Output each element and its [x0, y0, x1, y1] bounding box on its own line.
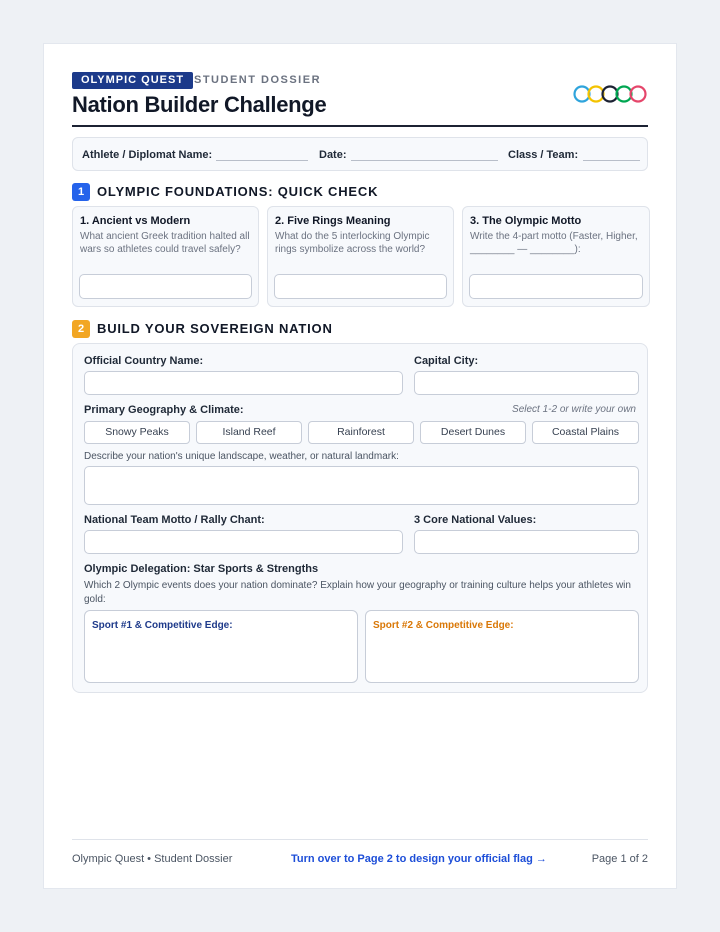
motto-label: National Team Motto / Rally Chant:	[84, 514, 265, 526]
page-title: Nation Builder Challenge	[72, 92, 327, 117]
doc-kicker: STUDENT DOSSIER	[194, 74, 322, 86]
sport-1-label: Sport #1 & Competitive Edge:	[92, 620, 233, 631]
nation-builder-panel	[72, 343, 648, 693]
geography-label: Primary Geography & Climate:	[84, 404, 244, 416]
geography-option[interactable]: Coastal Plains	[532, 421, 639, 444]
worksheet-page	[43, 43, 677, 889]
card-title: 1. Ancient vs Modern	[80, 215, 191, 227]
geography-option[interactable]: Rainforest	[308, 421, 414, 444]
olympic-rings-icon	[572, 84, 648, 104]
class-label: Class / Team:	[508, 149, 579, 161]
capital-city-field[interactable]	[414, 371, 639, 395]
worksheet-header	[72, 72, 648, 127]
sport-1-box[interactable]	[84, 610, 358, 683]
answer-box[interactable]	[469, 274, 643, 299]
date-label: Date:	[319, 149, 347, 161]
quick-check-card	[267, 206, 454, 307]
answer-box[interactable]	[274, 274, 447, 299]
motto-field[interactable]	[84, 530, 403, 554]
country-name-field[interactable]	[84, 371, 403, 395]
card-title: 3. The Olympic Motto	[470, 215, 582, 227]
olympic-ring	[603, 87, 618, 102]
sport-2-box[interactable]	[365, 610, 639, 683]
name-label: Athlete / Diplomat Name:	[82, 149, 213, 161]
geography-option[interactable]: Desert Dunes	[420, 421, 526, 444]
geography-option[interactable]: Island Reef	[196, 421, 302, 444]
section-title: OLYMPIC FOUNDATIONS: QUICK CHECK	[97, 184, 379, 199]
capital-city-label: Capital City:	[414, 355, 479, 367]
date-line[interactable]	[351, 160, 498, 161]
quick-check-card	[72, 206, 259, 307]
page-footer	[72, 839, 648, 869]
olympic-ring	[631, 87, 646, 102]
values-field[interactable]	[414, 530, 639, 554]
olympic-ring	[589, 87, 604, 102]
section-number: 2	[72, 320, 90, 338]
geography-hint: Select 1-2 or write your own	[512, 404, 636, 415]
values-label: 3 Core National Values:	[414, 514, 537, 526]
card-title: 2. Five Rings Meaning	[275, 215, 391, 227]
class-line[interactable]	[583, 160, 640, 161]
brand-badge: OLYMPIC QUEST	[72, 72, 193, 89]
section-title: BUILD YOUR SOVEREIGN NATION	[97, 321, 333, 336]
olympic-ring	[575, 87, 590, 102]
card-question: Write the 4-part motto (Faster, Higher, ________ — ________):	[470, 231, 638, 255]
quick-check-card	[462, 206, 650, 307]
olympic-ring	[617, 87, 632, 102]
delegation-title: Olympic Delegation: Star Sports & Strengths	[84, 563, 319, 575]
page-content	[72, 44, 648, 888]
country-name-label: Official Country Name:	[84, 355, 204, 367]
page-number: Page 1 of 2	[591, 853, 648, 865]
footer-next-page-link[interactable]: Turn over to Page 2 to design your official flag →	[291, 853, 547, 865]
answer-box[interactable]	[79, 274, 252, 299]
card-question: What do the 5 interlocking Olympic rings symbolize across the world?	[275, 231, 430, 255]
landscape-prompt: Describe your nation's unique landscape, weather, or natural landmark:	[84, 451, 399, 462]
student-info-bar	[72, 137, 648, 171]
sport-2-label: Sport #2 & Competitive Edge:	[373, 620, 514, 631]
section-number: 1	[72, 183, 90, 201]
landscape-field[interactable]	[84, 466, 639, 505]
name-line[interactable]	[216, 160, 308, 161]
delegation-prompt: Which 2 Olympic events does your nation dominate? Explain how your geography or training culture helps your athletes win gold:	[84, 580, 631, 605]
footer-brand: Olympic Quest • Student Dossier	[72, 853, 233, 865]
geography-option[interactable]: Snowy Peaks	[84, 421, 190, 444]
card-question: What ancient Greek tradition halted all wars so athletes could travel safely?	[80, 231, 250, 255]
